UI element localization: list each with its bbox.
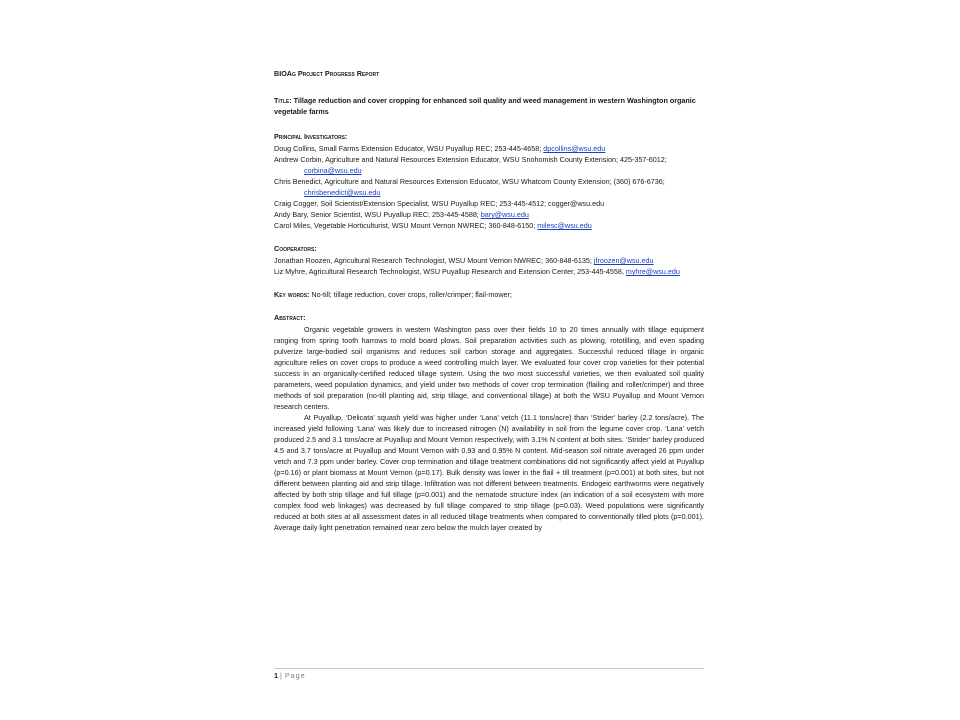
title-text: Tillage reduction and cover cropping for enhanced soil quality and weed management in western Washington organic vegetable farms (274, 96, 696, 116)
email-link[interactable]: chrisbenedict@wsu.edu (304, 188, 381, 197)
email-link[interactable]: dpcollins@wsu.edu (543, 144, 606, 153)
investigator-text: Andy Bary, Senior Scientist, WSU Puyallup REC; 253-445-4588; (274, 210, 481, 219)
document-page (274, 68, 704, 545)
investigator-entry (274, 143, 704, 154)
investigator-text: Chris Benedict, Agriculture and Natural Resources Extension Educator, WSU Whatcom County Extension; (360) 676-6736; (274, 177, 665, 186)
cooperators-heading: Cooperators: (274, 244, 317, 253)
investigator-text: Craig Cogger, Soil Scientist/Extension Specialist, WSU Puyallup REC; 253-445-4512; cogger@wsu.edu (274, 199, 605, 208)
investigator-entry (274, 198, 704, 209)
investigator-text: Andrew Corbin, Agriculture and Natural Resources Extension Educator, WSU Snohomish County Extension; 425-357-6012; (274, 155, 667, 164)
investigators-section (274, 131, 704, 231)
page-word: Page (284, 671, 306, 680)
abstract-section (274, 312, 704, 533)
cooperators-section (274, 243, 704, 277)
keywords-text: No-till; tillage reduction, cover crops, roller/crimper; flail-mower; (311, 290, 512, 299)
abstract-heading: Abstract: (274, 313, 306, 322)
cooperator-text: Jonathan Roozen, Agricultural Research Technologist, WSU Mount Vernon NWREC; 360-848-6135; (274, 256, 594, 265)
investigator-entry (274, 209, 704, 220)
investigators-heading: Principal Investigators: (274, 132, 348, 141)
page-number: 1 (274, 671, 278, 680)
investigator-entry (274, 220, 704, 231)
investigator-entry (274, 154, 704, 176)
email-link[interactable]: bary@wsu.edu (480, 210, 529, 219)
keywords-section (274, 289, 704, 300)
investigator-text: Doug Collins, Small Farms Extension Educator, WSU Puyallup REC; 253-445-4658; (274, 144, 544, 153)
cooperator-text: Liz Myhre, Agricultural Research Technologist, WSU Puyallup Research and Extension Center, 253-445-4558, (274, 267, 626, 276)
page-separator: | (280, 671, 283, 680)
email-link[interactable]: myhre@wsu.edu (625, 267, 680, 276)
email-link[interactable]: milesc@wsu.edu (537, 221, 592, 230)
abstract-paragraph: At Puyallup, ‘Delicata’ squash yield was higher under ‘Lana’ vetch (11.1 tons/acre) than ‘Strider’ barley (2.2 tons/acre). The increased yield following ‘Lana’ was likely due to increased nitrogen (N) availability in soil from the legume cover crop. ‘Lana’ vetch produced 2.5 and 3.1 tons/acre at Puyallup and Mount Vernon respectively, with 3.1% N content at both sites. ‘Strider’ barley produced 4.5 and 3.7 tons/acre at Puyallup and Mount Vernon with 0.93 and 0.95% N content. Mid-season soil nitrate averaged 26 ppm under vetch and 7.3 ppm under barley. Cover crop termination and tillage treatment combinations did not significantly affect yield at Puyallup (p=0.16) or plant biomass at Mount Vernon (p=0.17). Bulk density was lower in the flail + till treatment (p=0.001) at both sites, but not different between planting aid and strip tillage. Infiltration was not different between treatments. Endogeic earthworms were negatively affected by both strip tillage and full tillage (p=0.001) and the nematode structure index (an indication of a soil ecosystem with more complex food web linkages) was decreased by full tillage compared to strip tillage (p=0.03). Weed populations were significantly reduced at both sites at all assessment dates in all reduced tillage treatments when compared to conventionally tilled plots (p=0.001). Average daily light penetration remained near zero below the mulch layer created by (274, 413, 704, 532)
title-label: Title: (274, 96, 292, 105)
investigator-entry (274, 176, 704, 198)
report-title (274, 95, 704, 117)
email-link[interactable]: jfroozen@wsu.edu (593, 256, 654, 265)
cooperator-entry (274, 255, 704, 266)
abstract-paragraph: Organic vegetable growers in western Washington pass over their fields 10 to 20 times annually with tillage equipment ranging from spring tooth harrows to mold board plows. Soil preparation activities such as plowing, rototilling, and even spading pulverize large-bodied soil organisms and reduces soil carbon storage and aggregates. Successful reduced tillage in organic agriculture relies on cover crops to produce a weed controlling mulch layer. We evaluated four cover crop varieties for their potential success in an organically-certified reduced tillage system. Using the two most successful varieties, we then evaluated soil quality parameters, weed population dynamics, and yield under two methods of cover crop termination (flailing and roller/crimper) and three methods of soil preparation (no-till planting aid, strip tillage, and conventional tillage) at both the WSU Puyallup and Mount Vernon research centers. (274, 325, 704, 411)
cooperator-entry (274, 266, 704, 277)
report-header: BIOAg Project Progress Report (274, 69, 380, 78)
page-footer (274, 668, 704, 680)
email-link[interactable]: corbina@wsu.edu (304, 166, 362, 175)
investigator-text: Carol Miles, Vegetable Horticulturist, WSU Mount Vernon NWREC; 360-848-6150; (274, 221, 538, 230)
keywords-label: Key words: (274, 290, 310, 299)
